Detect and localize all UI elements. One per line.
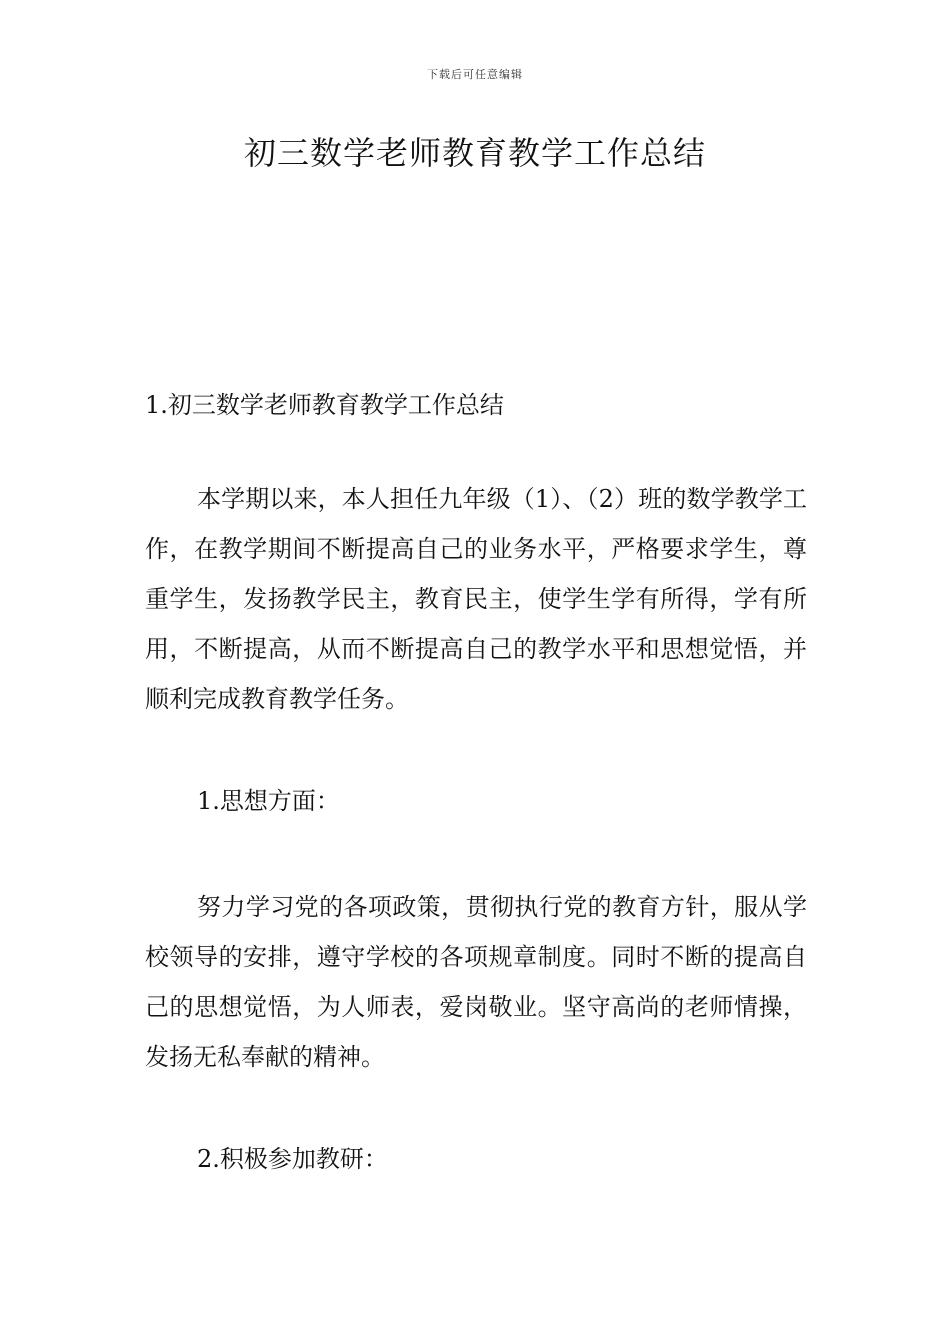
- header-note: 下载后可任意编辑: [427, 68, 523, 81]
- document-title: 初三数学老师教育教学工作总结: [243, 134, 706, 172]
- paragraph-intro: 本学期以来，本人担任九年级（1）、（2）班的数学教学工作，在教学期间不断提高自己的业务水平，严格要求学生，尊重学生，发扬教学民主，教育民主，使学生学有所得，学有所用，不断提高，从而不断提高自己的教学水平和思想觉悟，并顺利完成教育教学任务。: [145, 485, 807, 713]
- document-body: [145, 380, 807, 1184]
- subheading-research: 2.积极参加教研：: [197, 1145, 388, 1173]
- paragraph-thought: 努力学习党的各项政策，贯彻执行党的教育方针，服从学校领导的安排，遵守学校的各项规章制度。同时不断的提高自己的思想觉悟，为人师表，爱岗敬业。坚守高尚的老师情操，发扬无私奉献的精神。: [145, 893, 807, 1071]
- subheading-thought: 1.思想方面：: [197, 787, 340, 815]
- section-heading: 1.初三数学老师教育教学工作总结: [145, 391, 504, 419]
